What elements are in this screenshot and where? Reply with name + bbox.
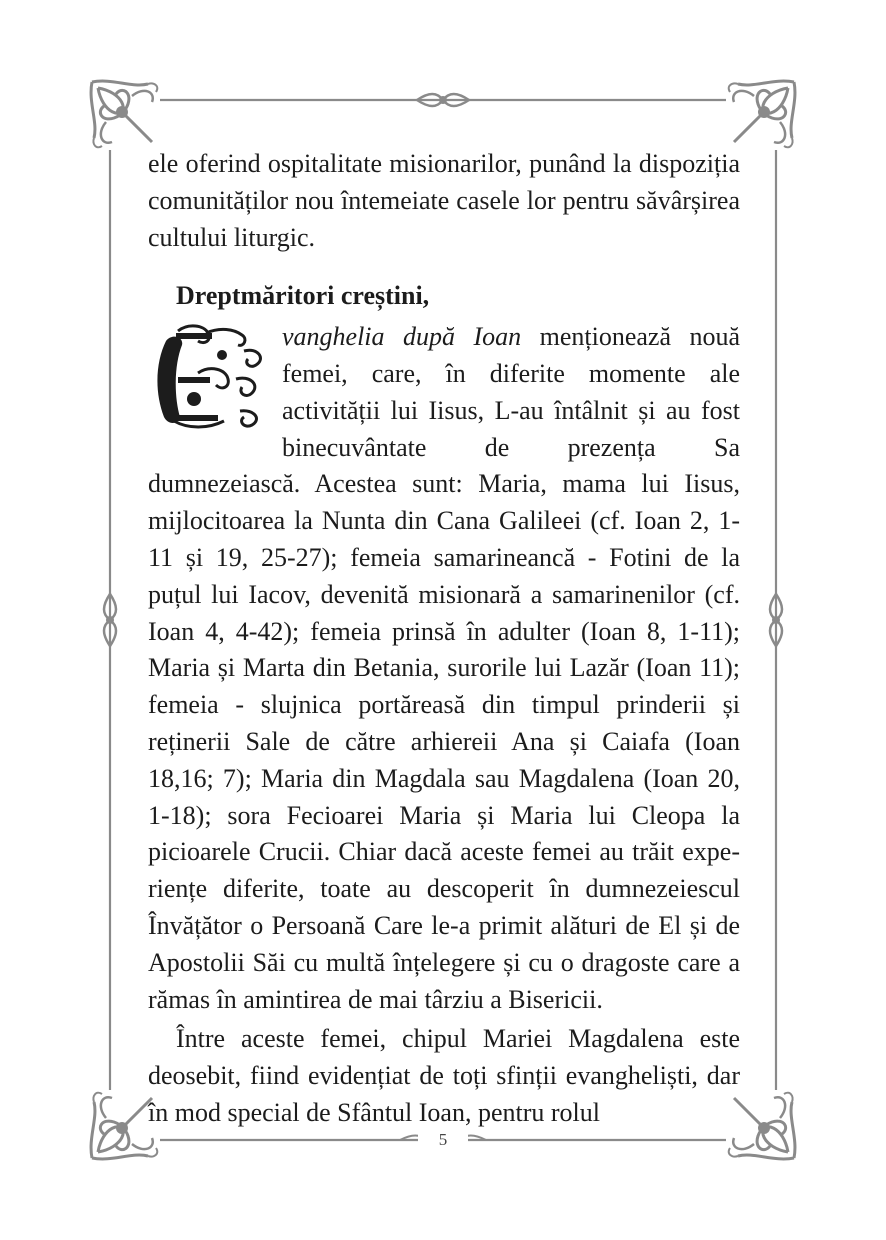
drop-cap-initial xyxy=(148,321,270,433)
section-heading: Dreptmăritori creștini, xyxy=(176,281,430,311)
main-paragraph-block xyxy=(148,319,740,1018)
page-number: 5 xyxy=(438,1130,448,1149)
corner-ornament-top-right xyxy=(729,81,795,147)
closing-paragraph: Între aceste femei, chipul Mariei Magdalena este deosebit, fiind evidențiat de toți sfinții evangheliști, dar în mod special de Sfântul Ioan, pentru rolul xyxy=(148,1024,740,1127)
italic-phrase: vanghelia după Ioan xyxy=(282,322,522,352)
main-paragraph-text: menționează nouă femei, care, în diferite momente ale activității lui Iisus, L-au întâlnit și au fost binecuvântate de prezența Sa dumnezeiască. Acestea sunt: Maria, mama lui Iisus, mijlocitoarea la Nunta din Cana Galileei (cf. Ioan 2, 1-11 și 19, 25-27); femeia samarineancă - Fotini de la puțul lui Iacov, devenită misionară a samarinenilor (cf. Ioan 4, 4-42); femeia prinsă în adulter (Ioan 8, 1-11); Maria și Marta din Betania, surorile lui Lazăr (Ioan 11); femeia - slujnica portăreasă din timpul prinderii și reținerii Sale de către arhiereii Ana și Caiafa (Ioan 18,16; 7); Maria din Magdala sau Magdalena (Ioan 20, 1-18); sora Fecioarei Maria și Maria lui Cleopa la picioarele Crucii. Chiar dacă aceste femei au trăit experiențe diferite, toate au descoperit în dumnezeiescul Învățător o Persoană Care le-a primit alături de El și de Apostolii Săi cu multă înțelegere și cu o dragoste care a rămas în amintirea de mai târziu a Bisericii. xyxy=(148,322,740,1014)
body-text xyxy=(148,146,740,1132)
corner-ornament-top-left xyxy=(91,81,157,147)
intro-paragraph: ele oferind ospitalitate misionarilor, punând la dispoziția comunităților nou întemeiate casele lor pentru săvârșirea cultului liturgic. xyxy=(148,149,740,252)
